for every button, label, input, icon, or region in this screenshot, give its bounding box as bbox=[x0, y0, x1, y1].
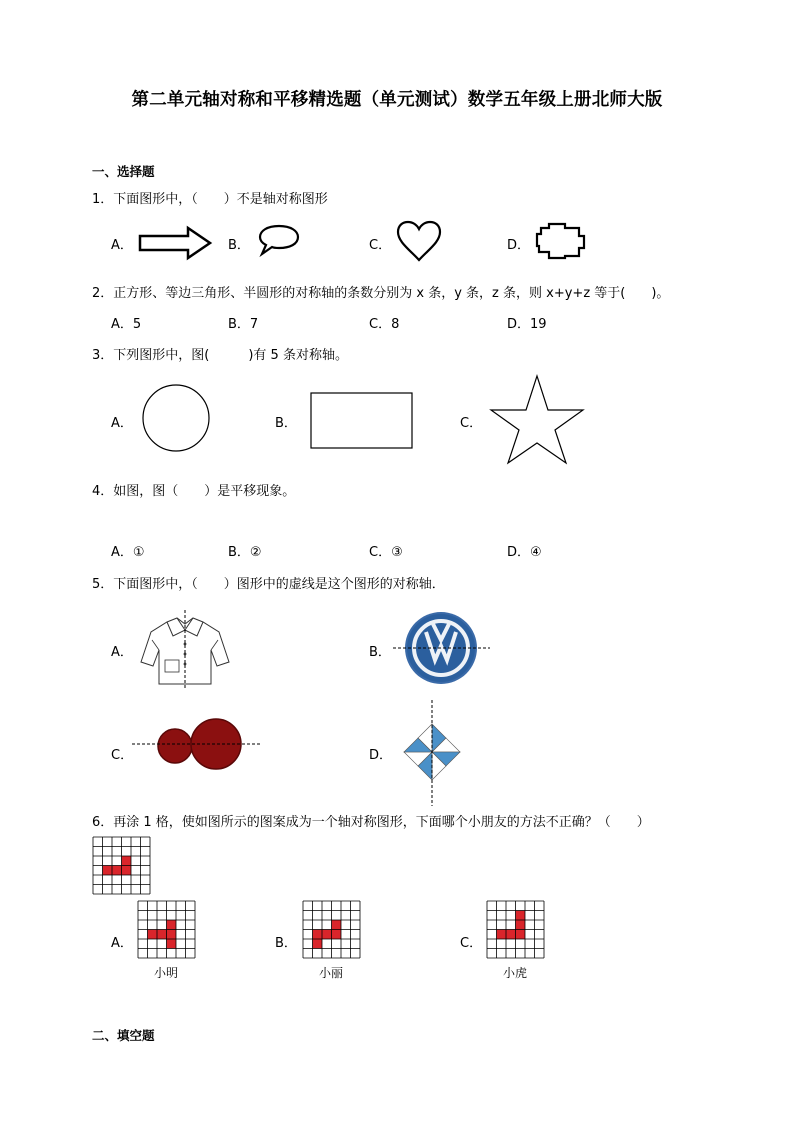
grid-cell-filled bbox=[122, 856, 132, 866]
q1-option-d-label: D． bbox=[507, 238, 531, 253]
q5-option-b-label: B． bbox=[369, 645, 391, 660]
section-heading-fill: 二、填空题 bbox=[92, 1028, 155, 1043]
grid-cell-filled bbox=[148, 930, 158, 940]
star-shape bbox=[488, 374, 586, 466]
q2-option-c: C．8 bbox=[369, 317, 400, 332]
grid-cell-filled bbox=[497, 930, 507, 940]
grid-cell-filled bbox=[516, 911, 526, 921]
question-5-text: 5．下面图形中，（ ）图形中的虚线是这个图形的对称轴． bbox=[92, 577, 445, 592]
q2-option-b: B．7 bbox=[228, 317, 259, 332]
q4-option-d: D．④ bbox=[507, 545, 542, 560]
q5-option-c-label: C． bbox=[111, 748, 134, 763]
q6-option-b-label: B． bbox=[275, 936, 297, 951]
grid-cell-filled bbox=[313, 939, 323, 949]
q6-option-a-label: A． bbox=[111, 936, 133, 951]
speech-bubble-shape bbox=[258, 223, 300, 257]
grid-xiaoli bbox=[302, 900, 362, 958]
question-2-text: 2．正方形、等边三角形、半圆形的对称轴的条数分别为 x 条，y 条，z 条，则 x+y+z 等于( )。 bbox=[92, 286, 670, 301]
q3-option-a-label: A． bbox=[111, 416, 133, 431]
q1-option-b-label: B． bbox=[228, 238, 250, 253]
grid-cell-filled bbox=[313, 930, 323, 940]
question-1-text: 1．下面图形中，（ ）不是轴对称图形 bbox=[92, 192, 328, 207]
grid-cell-filled bbox=[516, 930, 526, 940]
q5-option-d-label: D． bbox=[369, 748, 393, 763]
q4-option-a: A．① bbox=[111, 545, 145, 560]
q3-option-c-label: C． bbox=[460, 416, 483, 431]
cross-block-shape bbox=[535, 222, 587, 260]
q2-option-d: D．19 bbox=[507, 317, 547, 332]
pinwheel-image bbox=[394, 700, 474, 806]
q6-option-c-label: C． bbox=[460, 936, 483, 951]
two-circles-image bbox=[132, 716, 262, 772]
vw-logo-image bbox=[393, 610, 491, 686]
heart-shape bbox=[396, 220, 442, 262]
arrow-shape bbox=[138, 226, 212, 260]
circle-shape bbox=[142, 384, 212, 454]
section-heading-choice: 一、选择题 bbox=[92, 164, 155, 179]
caption-xiaoming: 小明 bbox=[153, 966, 178, 980]
grid-original bbox=[92, 836, 152, 894]
grid-cell-filled bbox=[332, 930, 342, 940]
q1-option-c-label: C． bbox=[369, 238, 392, 253]
grid-xiaoming bbox=[137, 900, 197, 958]
grid-cell-filled bbox=[167, 920, 177, 930]
q1-option-a-label: A． bbox=[111, 238, 133, 253]
grid-cell-filled bbox=[167, 930, 177, 940]
grid-cell-filled bbox=[122, 866, 132, 876]
grid-cell-filled bbox=[516, 920, 526, 930]
grid-xiaohu bbox=[486, 900, 546, 958]
q4-option-b: B．② bbox=[228, 545, 262, 560]
q3-option-b-label: B． bbox=[275, 416, 297, 431]
question-4-text: 4．如图，图（ ）是平移现象。 bbox=[92, 484, 296, 499]
question-6-text: 6．再涂 1 格，使如图所示的图案成为一个轴对称图形，下面哪个小朋友的方法不正确？（ ） bbox=[92, 815, 650, 830]
grid-cell-filled bbox=[332, 920, 342, 930]
rectangle-shape bbox=[310, 392, 414, 450]
question-3-text: 3．下列图形中，图( )有 5 条对称轴。 bbox=[92, 348, 348, 363]
grid-cell-filled bbox=[167, 939, 177, 949]
page-title: 第二单元轴对称和平移精选题（单元测试）数学五年级上册北师大版 bbox=[131, 90, 663, 110]
grid-cell-filled bbox=[506, 930, 516, 940]
caption-xiaoli: 小丽 bbox=[318, 966, 343, 980]
grid-cell-filled bbox=[112, 866, 122, 876]
q2-option-a: A．5 bbox=[111, 317, 142, 332]
grid-cell-filled bbox=[322, 930, 332, 940]
grid-cell-filled bbox=[103, 866, 113, 876]
caption-xiaohu: 小虎 bbox=[502, 966, 527, 980]
q5-option-a-label: A． bbox=[111, 645, 133, 660]
q4-option-c: C．③ bbox=[369, 545, 403, 560]
grid-cell-filled bbox=[157, 930, 167, 940]
shirt-image bbox=[137, 610, 233, 690]
